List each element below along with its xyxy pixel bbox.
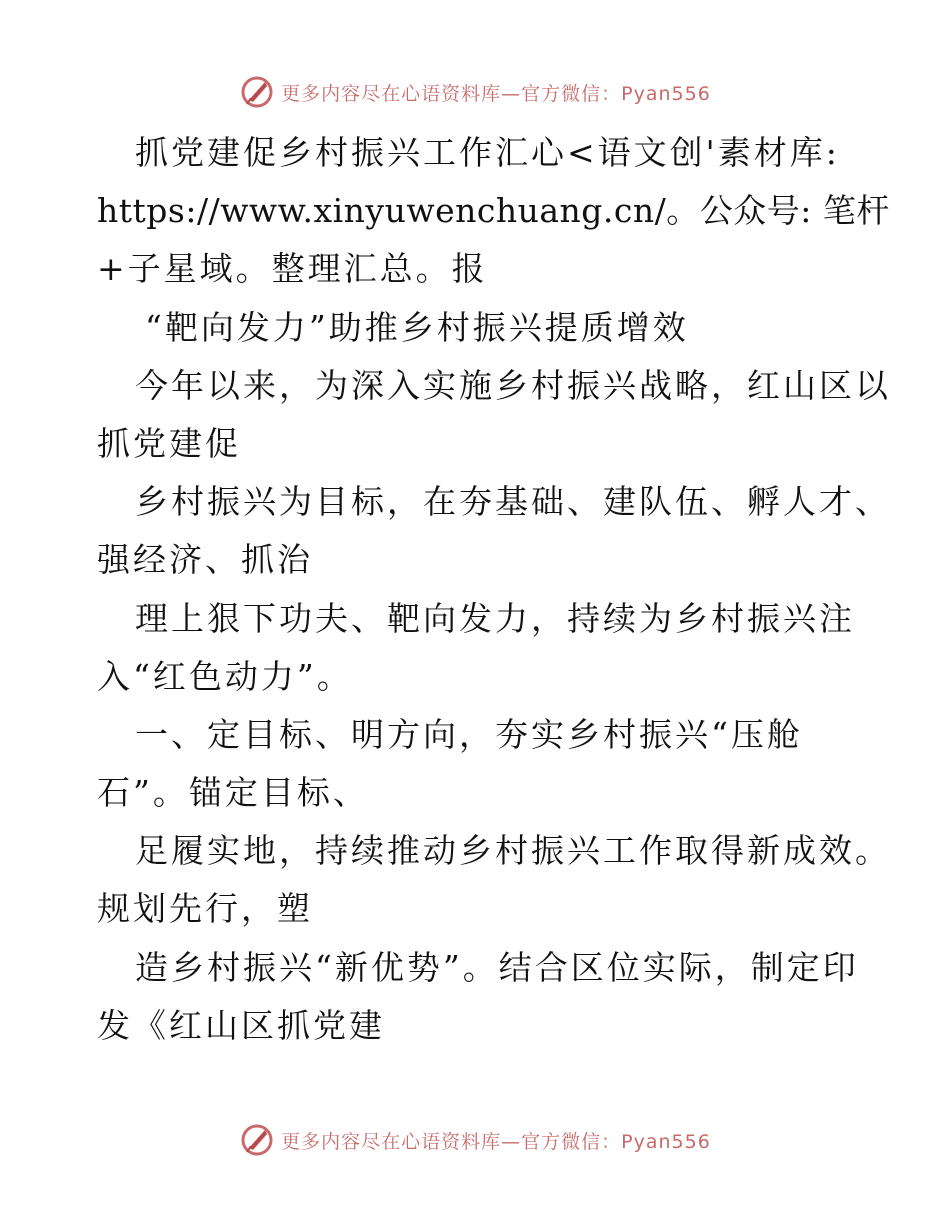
text-line: 入“红色动力”。 bbox=[97, 656, 353, 696]
text-line: 乡村振兴为目标，在夯基础、建队伍、孵人才、 bbox=[135, 482, 891, 522]
text-line: https://www.xinyuwenchuang.cn/。公众号: 笔杆 bbox=[97, 191, 890, 231]
text-line: 理上狠下功夫、靶向发力，持续为乡村振兴注 bbox=[135, 598, 855, 638]
footer-banner bbox=[0, 1120, 950, 1160]
text-line: +子星域。整理汇总。报 bbox=[97, 249, 488, 289]
text-line: 发《红山区抓党建 bbox=[97, 1005, 385, 1045]
footer-banner-text: 更多内容尽在心语资料库—官方微信：Pyan556 bbox=[281, 1130, 711, 1153]
text-line: 足履实地，持续推动乡村振兴工作取得新成效。 bbox=[135, 831, 891, 871]
text-line: 抓党建促乡村振兴工作汇心<语文创'素材库: bbox=[135, 133, 840, 172]
quill-logo-icon bbox=[239, 1122, 275, 1158]
section-heading: 一、定目标、明方向，夯实乡村振兴“压舱 bbox=[135, 714, 803, 754]
text-line: 抓党建促 bbox=[97, 423, 241, 463]
text-line: 石”。锚定目标、 bbox=[97, 773, 369, 813]
document-title: “靶向发力”助推乡村振兴提质增效 bbox=[145, 307, 689, 347]
header-banner bbox=[0, 72, 950, 112]
quill-logo-icon bbox=[239, 74, 275, 110]
text-line: 今年以来，为深入实施乡村振兴战略，红山区以 bbox=[135, 365, 891, 405]
text-line: 造乡村振兴“新优势”。结合区位实际，制定印 bbox=[135, 947, 859, 987]
header-banner-text: 更多内容尽在心语资料库—官方微信：Pyan556 bbox=[281, 82, 711, 105]
text-line: 规划先行，塑 bbox=[97, 889, 313, 929]
text-line: 强经济、抓治 bbox=[97, 540, 313, 580]
document-body bbox=[97, 124, 891, 1055]
